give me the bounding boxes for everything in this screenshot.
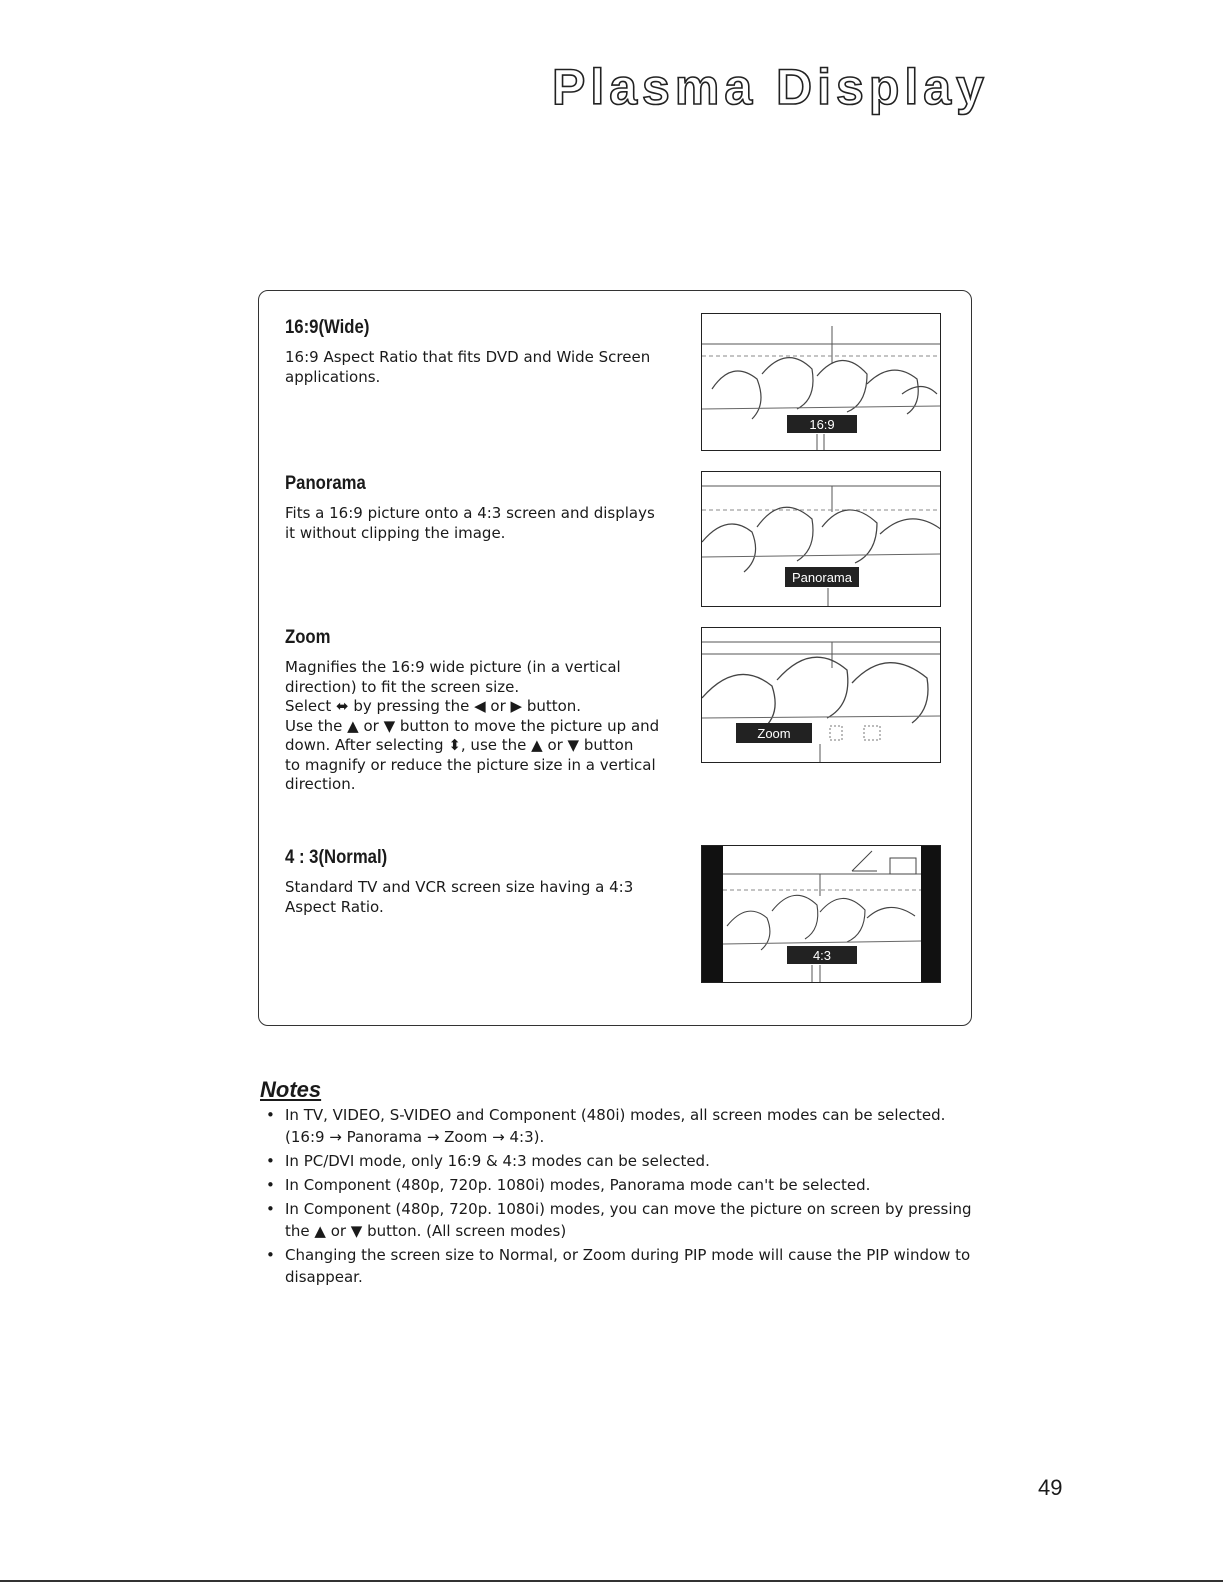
mode-normal bbox=[285, 847, 685, 917]
mode-description-line: applications. bbox=[285, 367, 381, 386]
mode-wide bbox=[285, 317, 685, 387]
note-line: the ▲ or ▼ button. (All screen modes) bbox=[285, 1222, 567, 1240]
notes-heading: Notes bbox=[260, 1077, 322, 1102]
mode-description bbox=[285, 348, 685, 387]
note-item bbox=[266, 1198, 1026, 1242]
mode-description-line: to magnify or reduce the picture size in a vertical bbox=[285, 755, 656, 774]
note-line: • Changing the screen size to Normal, or Zoom during PIP mode will cause the PIP window to bbox=[285, 1246, 971, 1264]
bottom-divider bbox=[0, 1580, 1223, 1582]
mode-description-line: down. After selecting ⬍, use the ▲ or ▼ button bbox=[285, 736, 634, 754]
mode-preview-label: Zoom bbox=[757, 726, 791, 741]
note-item bbox=[266, 1150, 1026, 1172]
mode-name: Panorama bbox=[285, 473, 366, 494]
mode-panorama bbox=[285, 473, 685, 543]
mode-description bbox=[285, 658, 685, 795]
zoom-preview-image bbox=[701, 627, 941, 763]
mode-description-line: Select ⬌ by pressing the ◀ or ▶ button. bbox=[285, 697, 582, 715]
mode-preview-label: 16:9 bbox=[809, 417, 835, 432]
normal-preview-image bbox=[701, 845, 941, 983]
note-line: • In PC/DVI mode, only 16:9 & 4:3 modes can be selected. bbox=[285, 1152, 710, 1170]
mode-zoom bbox=[285, 627, 685, 795]
page-header-title: Plasma Display bbox=[552, 59, 989, 115]
mode-preview-label: Panorama bbox=[792, 570, 852, 585]
mode-description bbox=[285, 504, 685, 543]
note-item bbox=[266, 1244, 1026, 1288]
mode-description-line: Standard TV and VCR screen size having a 4:3 bbox=[285, 878, 634, 896]
wide-preview-image bbox=[701, 313, 941, 451]
mode-description-line: 16:9 Aspect Ratio that fits DVD and Wide Screen bbox=[285, 348, 651, 366]
note-item bbox=[266, 1174, 1026, 1196]
mode-description-line: Aspect Ratio. bbox=[285, 897, 384, 916]
screen-mode-panel bbox=[258, 290, 972, 1026]
note-line: • In Component (480p, 720p. 1080i) modes, you can move the picture on screen by pressing bbox=[285, 1200, 972, 1218]
mode-description-line: it without clipping the image. bbox=[285, 523, 506, 542]
note-item bbox=[266, 1104, 1026, 1148]
note-line: • In TV, VIDEO, S-VIDEO and Component (480i) modes, all screen modes can be selected. bbox=[285, 1106, 946, 1124]
mode-name: 16:9(Wide) bbox=[285, 317, 370, 338]
note-line: • In Component (480p, 720p. 1080i) modes, Panorama mode can't be selected. bbox=[285, 1176, 871, 1194]
mode-description-line: direction. bbox=[285, 775, 356, 793]
notes-list bbox=[266, 1104, 1026, 1290]
mode-description-line: direction) to fit the screen size. bbox=[285, 677, 520, 696]
note-line: (16:9 → Panorama → Zoom → 4:3). bbox=[285, 1128, 545, 1146]
note-line: disappear. bbox=[285, 1268, 363, 1286]
mode-preview-label: 4:3 bbox=[812, 948, 832, 963]
page-number: 49 bbox=[1038, 1475, 1063, 1500]
mode-description bbox=[285, 878, 685, 917]
panorama-preview-image bbox=[701, 471, 941, 607]
mode-description-line: Fits a 16:9 picture onto a 4:3 screen and displays bbox=[285, 504, 655, 522]
mode-description-line: Use the ▲ or ▼ button to move the picture up and bbox=[285, 716, 660, 735]
mode-name: 4 : 3(Normal) bbox=[285, 847, 388, 868]
mode-description-line: Magnifies the 16:9 wide picture (in a vertical bbox=[285, 658, 621, 676]
mode-name: Zoom bbox=[285, 627, 331, 648]
